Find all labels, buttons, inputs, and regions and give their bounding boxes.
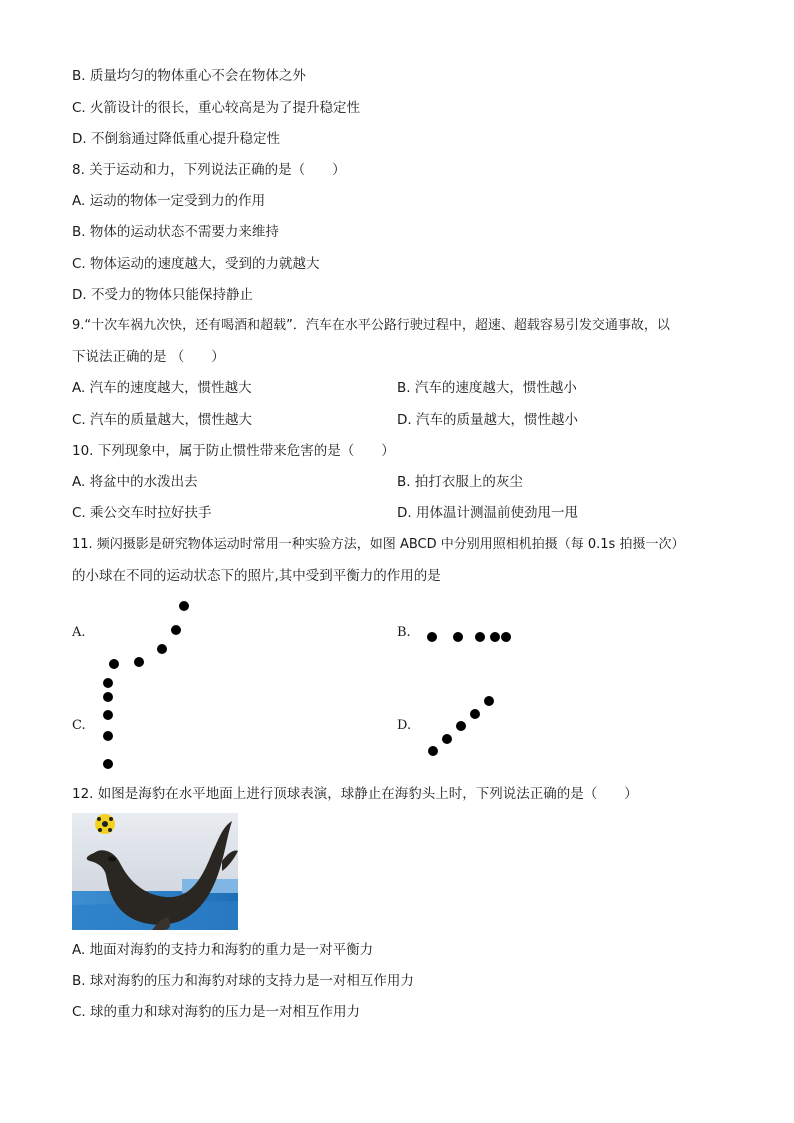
q8-stem: 8. 关于运动和力，下列说法正确的是（ ） [72,162,346,178]
ball-dot [428,746,438,756]
ball-dot [103,731,113,741]
ball-dot [103,710,113,720]
q11-stem-line1: 11. 频闪摄影是研究物体运动时常用一种实验方法，如图 ABCD 中分别用照相机拍摄（每 0.1s 拍摄一次） [72,537,685,552]
q12-option-b: B. 球对海豹的压力和海豹对球的支持力是一对相互作用力 [72,973,414,989]
q7-option-b: B. 质量均匀的物体重心不会在物体之外 [72,68,306,84]
ball-dot [501,632,511,642]
q10-stem: 10. 下列现象中，属于防止惯性带来危害的是（ ） [72,443,395,459]
ball-dot [427,632,437,642]
figure-b-label: B. [397,625,411,640]
figure-c-label: C. [72,718,86,733]
q7-option-d: D. 不倒翁通过降低重心提升稳定性 [72,131,280,147]
q8-option-c: C. 物体运动的速度越大，受到的力就越大 [72,256,320,272]
ball-dot [134,657,144,667]
q10-option-c: C. 乘公交车时拉好扶手 [72,505,212,521]
q12-option-c: C. 球的重力和球对海豹的压力是一对相互作用力 [72,1004,361,1020]
ball-dot [103,759,113,769]
q12-stem: 12. 如图是海豹在水平地面上进行顶球表演，球静止在海豹头上时，下列说法正确的是（ ） [72,786,638,802]
q8-option-d: D. 不受力的物体只能保持静止 [72,287,253,303]
seal-balancing-ball-photo [72,813,238,930]
ball-dot [103,692,113,702]
ball-dot [490,632,500,642]
ball-dot [475,632,485,642]
ball-dot [484,696,494,706]
figure-d-label: D. [397,718,412,733]
q9-stem-line1: 9.“十次车祸九次快，还有喝酒和超载”．汽车在水平公路行驶过程中，超速、超载容易引发交通事故，以 [72,318,670,333]
q11-stem-line2: 的小球在不同的运动状态下的照片,其中受到平衡力的作用的是 [72,568,441,584]
q9-option-a: A. 汽车的速度越大，惯性越大 [72,380,252,396]
ball-dot [157,644,167,654]
ball-dot [171,625,181,635]
q10-option-d: D. 用体温计测温前使劲甩一甩 [397,505,578,521]
ball-dot [456,721,466,731]
q9-option-b: B. 汽车的速度越大，惯性越小 [397,380,577,396]
q9-stem-line2: 下说法正确的是 （ ） [72,349,225,365]
q10-option-a: A. 将盆中的水泼出去 [72,474,198,490]
ball-dot [470,709,480,719]
ball-dot [109,659,119,669]
q10-option-b: B. 拍打衣服上的灰尘 [397,474,523,490]
q8-option-a: A. 运动的物体一定受到力的作用 [72,193,266,209]
ball-dot [179,601,189,611]
ball-dot [453,632,463,642]
figure-a-label: A. [72,625,86,640]
q9-option-c: C. 汽车的质量越大，惯性越大 [72,412,253,428]
ball-dot [442,734,452,744]
q7-option-c: C. 火箭设计的很长，重心较高是为了提升稳定性 [72,100,361,116]
q9-option-d: D. 汽车的质量越大，惯性越小 [397,412,578,428]
q12-option-a: A. 地面对海豹的支持力和海豹的重力是一对平衡力 [72,942,374,958]
q8-option-b: B. 物体的运动状态不需要力来维持 [72,224,279,240]
ball-dot [103,678,113,688]
